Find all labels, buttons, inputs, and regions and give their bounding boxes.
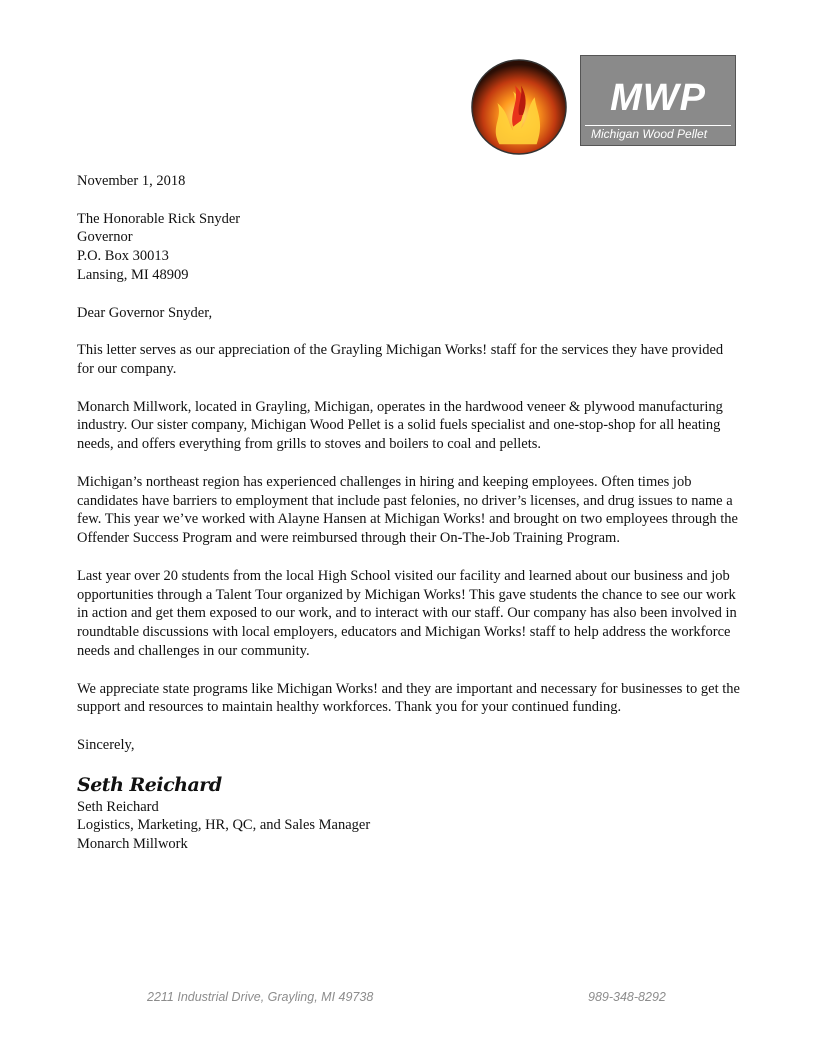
page-footer — [0, 990, 816, 1010]
sender-block — [77, 772, 743, 854]
recipient-title: Governor — [77, 229, 133, 246]
mwp-logo — [580, 55, 736, 146]
body-paragraph: Michigan’s northeast region has experienced challenges in hiring and keeping employees. Often times job candidates have barriers to employment that include past felonies, no driver’s licenses, and drug issues to name a few. This year we’ve worked with Alayne Hansen at Michigan Works! and brought on two employees through the Offender Success Program and were reimbursed through their On-The-Job Training Program. — [77, 473, 738, 547]
flame-logo-icon — [470, 58, 568, 156]
handwritten-signature: Seth Reichard — [77, 773, 222, 796]
sender-company: Monarch Millwork — [77, 836, 188, 853]
logo-company-name: Michigan Wood Pellet — [585, 125, 731, 143]
letter-date: November 1, 2018 — [77, 173, 186, 189]
logo-abbr: MWP — [610, 77, 706, 119]
closing: Sincerely, — [77, 736, 135, 753]
body-paragraph: Last year over 20 students from the local High School visited our facility and learned about our business and job opportunities through a Talent Tour organized by Michigan Works! This gave students the chance to see our work in action and get them exposed to our work, and to interact with our staff. Our company has also been involved in roundtable discussions with local employers, educators and Michigan Works! staff to help address the workforce needs and challenges in our community. — [77, 567, 737, 659]
recipient-name: The Honorable Rick Snyder — [77, 210, 241, 227]
sender-title: Logistics, Marketing, HR, QC, and Sales Manager — [77, 817, 371, 834]
recipient-address-1: P.O. Box 30013 — [77, 248, 169, 265]
recipient-block — [77, 210, 743, 285]
body-paragraph: We appreciate state programs like Michigan Works! and they are important and necessary for businesses to get the support and resources to maintain healthy workforces. Thank you for your continued funding. — [77, 680, 740, 716]
recipient-address-2: Lansing, MI 48909 — [77, 266, 189, 283]
body-paragraph: Monarch Millwork, located in Grayling, Michigan, operates in the hardwood veneer & plywood manufacturing industry. Our sister company, Michigan Wood Pellet is a solid fuels specialist and one-stop-shop for all heating needs, and offers everything from grills to stoves and boilers to coal and pellets. — [77, 398, 723, 453]
salutation: Dear Governor Snyder, — [77, 304, 213, 321]
footer-phone: 989-348-8292 — [588, 990, 666, 1004]
letter-body — [77, 172, 743, 854]
footer-address: 2211 Industrial Drive, Grayling, MI 49738 — [147, 990, 374, 1004]
body-paragraph: This letter serves as our appreciation of the Grayling Michigan Works! staff for the services they have provided for our company. — [77, 342, 724, 377]
sender-name: Seth Reichard — [77, 798, 159, 815]
